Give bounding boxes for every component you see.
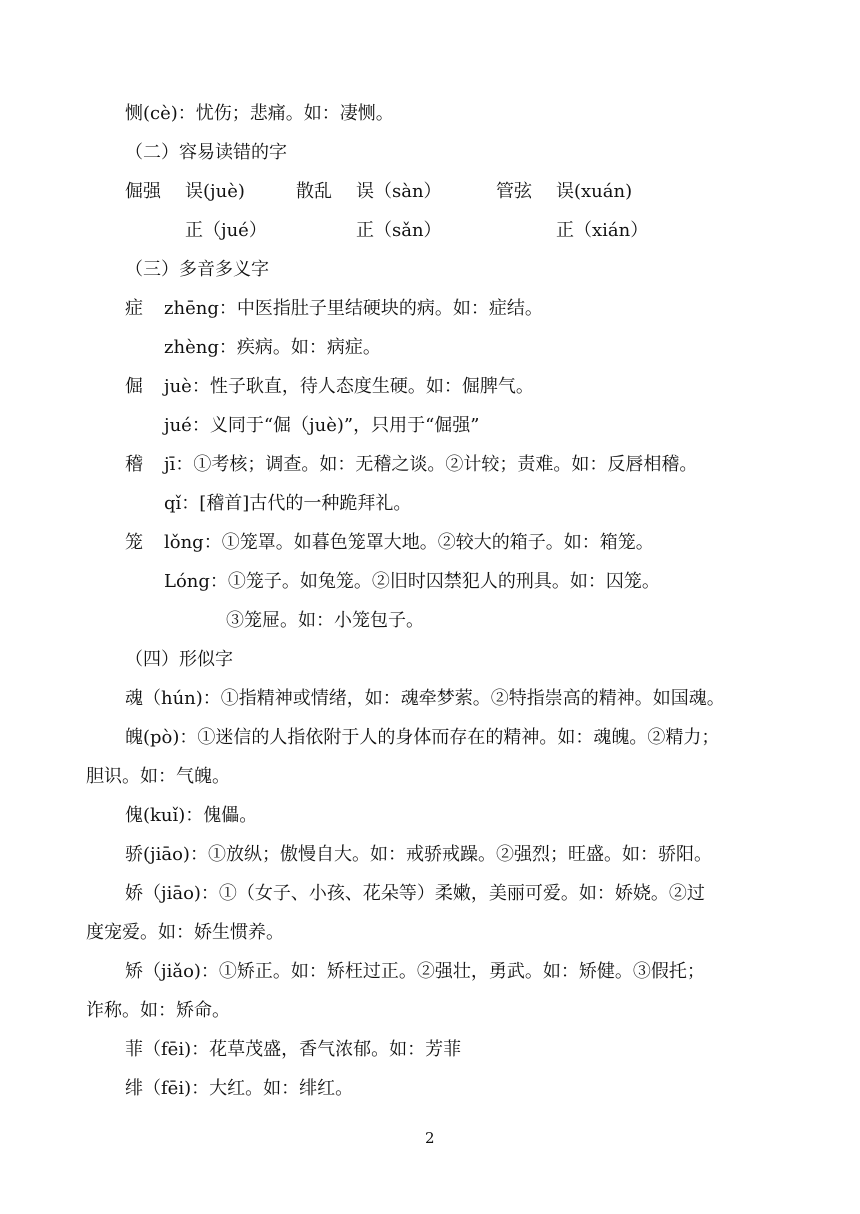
text-line: 矫（jiǎo)：①矫正。如：矫枉过正。②强壮，勇武。如：矫健。③假托；	[125, 961, 705, 982]
text-line: 恻(cè)：忧伤；悲痛。如：凄恻。	[125, 103, 394, 124]
text-line: 倔强	[125, 181, 161, 202]
text-line: 正（jué）	[185, 220, 267, 241]
text-line: 菲（fēi)：花草茂盛，香气浓郁。如：芳菲	[125, 1039, 462, 1060]
text-line: 倔	[125, 376, 143, 397]
text-line: 稽	[125, 454, 143, 475]
section-heading: （四）形似字	[125, 649, 233, 670]
text-line: lǒng：①笼罩。如暮色笼罩大地。②较大的箱子。如：箱笼。	[164, 532, 654, 553]
text-line: 娇（jiāo)：①（女子、小孩、花朵等）柔嫩，美丽可爱。如：娇娆。②过	[125, 883, 705, 904]
text-line: jī：①考核；调查。如：无稽之谈。②计较；责难。如：反唇相稽。	[164, 454, 698, 475]
text-line: 正（sǎn）	[356, 220, 442, 241]
text-line: 魂（hún)：①指精神或情绪，如：魂牵梦萦。②特指崇高的精神。如国魂。	[125, 688, 725, 709]
text-line: 误(juè)	[185, 181, 245, 202]
section-heading: （三）多音多义字	[125, 259, 269, 280]
text-line: 管弦	[496, 181, 532, 202]
text-line: 笼	[125, 532, 143, 553]
text-line: 骄(jiāo)：①放纵；傲慢自大。如：戒骄戒躁。②强烈；旺盛。如：骄阳。	[125, 844, 712, 865]
text-line: 度宠爱。如：娇生惯养。	[86, 922, 284, 943]
text-line: ③笼屉。如：小笼包子。	[226, 610, 424, 631]
text-line: 胆识。如：气魄。	[86, 766, 230, 787]
text-line: 误(xuán)	[556, 181, 633, 202]
text-line: 症	[125, 298, 143, 319]
text-line: Lóng：①笼子。如兔笼。②旧时囚禁犯人的刑具。如：囚笼。	[164, 571, 660, 592]
section-heading: （二）容易读错的字	[125, 142, 287, 163]
text-line: 诈称。如：矫命。	[86, 1000, 230, 1021]
text-line: juè：性子耿直，待人态度生硬。如：倔脾气。	[164, 376, 534, 397]
text-line: jué：义同于“倔（juè)”，只用于“倔强”	[164, 415, 480, 436]
text-line: zhèng：疾病。如：病症。	[164, 337, 381, 358]
text-line: qǐ：[稽首]古代的一种跪拜礼。	[164, 493, 412, 514]
text-line: 正（xián）	[556, 220, 649, 241]
text-line: 魄(pò)：①迷信的人指依附于人的身体而存在的精神。如：魂魄。②精力；	[125, 727, 720, 748]
text-line: 散乱	[296, 181, 332, 202]
text-line: 绯（fēi)：大红。如：绯红。	[125, 1078, 354, 1099]
text-line: 傀(kuǐ)：傀儡。	[125, 805, 258, 826]
text-line: zhēng：中医指肚子里结硬块的病。如：症结。	[164, 298, 543, 319]
page-number: 2	[425, 1129, 435, 1147]
text-line: 误（sàn）	[356, 181, 442, 202]
